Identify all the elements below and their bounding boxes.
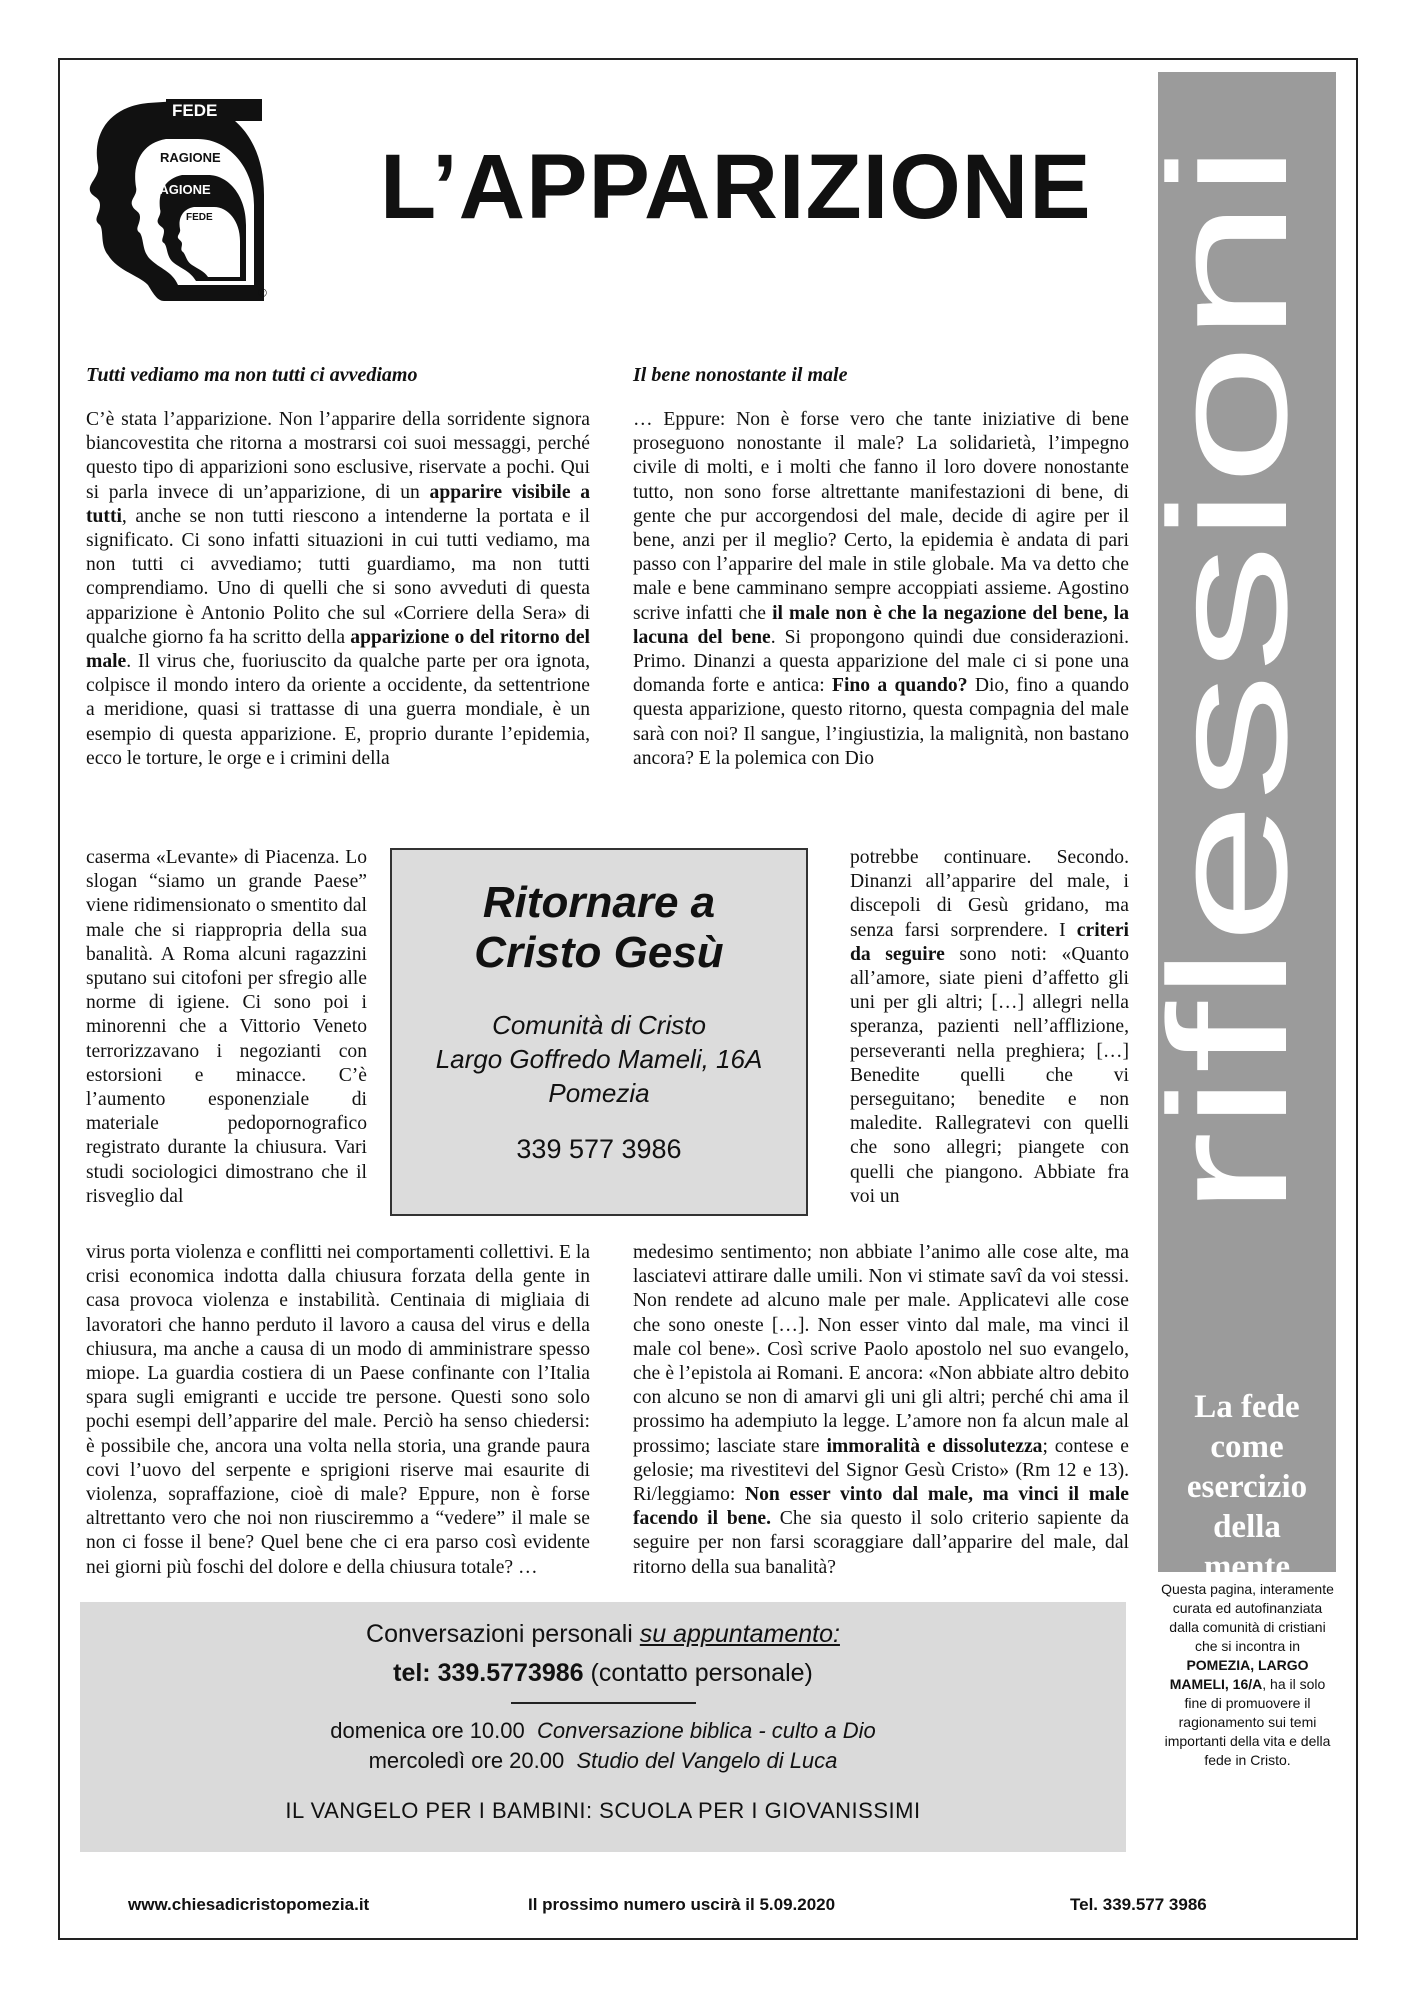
promo-headline-line: Ritornare a	[482, 878, 716, 927]
motto-line: esercizio	[1186, 1469, 1308, 1505]
bold-phrase: il male non è che la negazione del bene, la lacuna del bene	[633, 602, 1129, 648]
motto-line: mente	[1203, 1549, 1291, 1585]
promo-address-block	[392, 1008, 806, 1110]
right-article-end: medesimo sentimento; non abbiate l’animo alle cose alte, ma lasciatevi attirare dalle umili. Non vi stimate savî da voi stessi. Non rendete ad alcuno male per male. Applicatevi alle cose che sono oneste […]. Non esser vinto dal male, ma vinci il male col bene». Così scrive Paolo apostolo nel suo evangelo, che è l’epistola ai Romani. E ancora: «Non abbiate altro debito con alcuno se non di amarvi gli uni gli altri; perché chi ama il prossimo ha adempiuto la legge. L’amore non fa alcun male al prossimo; lasciate stare immoralità e dissolutezza; contese e gelosie; ma rivestitevi del Signor Gesù Cristo» (Rm 12 e 13). Ri/leggiamo: Non esser vinto dal male, ma vinci il male facendo il bene. Che sia questo il solo criterio sapiente da seguire per non farsi scoraggiare dall’apparire del male, dal ritorno della sua banalità?	[633, 1242, 1130, 1578]
footer-website[interactable]: www.chiesadicristopomezia.it	[128, 1895, 370, 1914]
appointment-text: su appuntamento:	[639, 1620, 840, 1648]
bold-phrase: apparire visibile a tutti	[86, 481, 591, 527]
bold-phrase: criteri da seguire	[850, 919, 1129, 965]
right-column-heading: Il bene nonostante il male	[633, 364, 848, 386]
left-article-intro: C’è stata l’apparizione. Non l’apparire della sorridente signora biancovestita che ritorna a mostrarsi coi suoi messaggi, perché questo tipo di apparizioni sono esclusive, riservate a pochi. Qui si parla invece di un’apparizione, di un apparire visibile a tutti, anche se non tutti riescono a intenderne la portata e il significato. Ci sono infatti situazioni in cui tutti vediamo, ma non tutti ci avvediamo; tutti guardiamo, ma non tutti comprendiamo. Uno di quelli che si sono avveduti di questa apparizione è Antonio Polito che sul «Corriere della Sera» di qualche giorno fa ha scritto della apparizione o del ritorno del male. Il virus che, fuoriuscito da qualche parte per ora ignota, colpisce il mondo intero da oriente a occidente, da settentrione a meridione, quasi si trattasse di una guerra mondiale, è un esempio di questa apparizione. E, proprio durante l’epidemia, ecco le torture, le orge e i crimini della	[86, 409, 591, 769]
left-article-end: virus porta violenza e conflitti nei comportamenti collettivi. E la crisi economica indotta dalla chiusura forzata della gente in casa provoca violenza e instabilità. Centinaia di migliaia di lavoratori che hanno perduto il lavoro a causa del virus e della chiusura, ma anche a causa di un modo di amministrare spesso miope. La guardia costiera di un Paese confinante con l’Italia spara sugli emigranti e uccide tre persone. Questi sono solo pochi esempi dell’apparire del male. Perciò ha senso chiedersi: è possibile che, ancora una volta nella storia, una grande paura covi l’uovo del serpente e sprigioni riserve mai esaurite di violenza, sopraffazione, cioè di male? Eppure, non è forse altrettanto vero che noi non riusciremmo a “vedere” il male se non ci fosse il bene? Quel bene che ci era parso così evidente nei giorni più foschi del dolore e della chiusura totale? …	[86, 1242, 590, 1578]
contact-phone: tel: 339.5773986	[393, 1659, 584, 1687]
bold-phrase: Non esser vinto dal male, ma vinci il male facendo il bene.	[633, 1484, 1129, 1530]
conversations-line	[80, 1620, 1126, 1649]
right-article-intro: … Eppure: Non è forse vero che tante iniziative di bene proseguono nonostante il male? La solidarietà, l’impegno civile di molti, e i molti che fanno il loro dovere nonostante tutto, non sono forse altrettante manifestazioni di bene, di gente che pur accorgendosi del male, decide di agire per il bene, anzi per il meglio? Certo, la epidemia è andata di pari passo con l’apparire del male in stile globale. Ma va detto che male e bene camminano sempre accoppiati assieme. Agostino scrive infatti che il male non è che la negazione del bene, la lacuna del bene. Si propongono quindi due considerazioni. Primo. Dinanzi a questa apparizione del male ci si pone una domanda forte e antica: Fino a quando? Dio, fino a quando questa apparizione, questo ritorno, questa compagnia del male sarà con noi? Il sangue, l’ingiustizia, la malignità, non bastano ancora? E la polemica con Dio	[633, 409, 1129, 769]
schedule-when: domenica ore 10.00	[330, 1718, 525, 1743]
left-column-heading: Tutti vediamo ma non tutti ci avvediamo	[86, 364, 418, 386]
promo-headline-line: Cristo Gesù	[474, 928, 724, 977]
footer-phone: Tel. 339.577 3986	[1070, 1895, 1207, 1914]
sidebar-vertical-title	[1134, 72, 1336, 1222]
logo-word-4: FEDE	[186, 212, 213, 223]
bold-phrase: apparizione o del ritorno del male	[86, 626, 590, 673]
promo-phone: 339 577 3986	[516, 1134, 682, 1164]
schedule-what: Conversazione biblica - culto a Dio	[536, 1718, 876, 1743]
promo-address: Largo Goffredo Mameli, 16A	[435, 1044, 763, 1074]
schedule-row	[80, 1746, 1126, 1776]
sidebar-motto	[1158, 1387, 1336, 1587]
promo-headline	[392, 878, 806, 978]
motto-line: come	[1210, 1429, 1284, 1465]
kids-school-line: IL VANGELO PER I BAMBINI: SCUOLA PER I GIOVANISSIMI	[285, 1798, 921, 1823]
motto-line: della	[1213, 1509, 1281, 1545]
page-title: L’APPARIZIONE	[380, 136, 1092, 238]
fede-ragione-logo	[78, 95, 288, 305]
conversations-prefix: Conversazioni personali	[366, 1620, 640, 1648]
contact-note: (contatto personale)	[583, 1659, 813, 1687]
schedule-what: Studio del Vangelo di Luca	[576, 1748, 838, 1773]
footer-next-issue: Il prossimo numero uscirà il 5.09.2020	[528, 1895, 836, 1914]
logo-word-3: RAGIONE	[150, 182, 211, 197]
schedule-when: mercoledì ore 20.00	[368, 1748, 565, 1773]
divider	[511, 1702, 696, 1704]
promo-org: Comunità di Cristo	[492, 1010, 706, 1040]
sidebar-banner	[1134, 72, 1336, 1585]
bold-phrase: immoralità e dissolutezza	[826, 1435, 1043, 1457]
registered-mark: ®	[258, 286, 267, 300]
logo-word-1: FEDE	[172, 101, 218, 120]
bold-phrase: POMEZIA, LARGO MAMELI, 16/A	[1169, 1657, 1309, 1692]
side-note: Questa pagina, interamente curata ed autofinanziata dalla comunità di cristiani che si incontra in POMEZIA, LARGO MAMELI, 16/A, ha il solo fine di promuovere il ragionamento sui temi importanti della vita e della fede in Cristo.	[1161, 1581, 1334, 1768]
right-article-narrow: potrebbe continuare. Secondo. Dinanzi all’apparire del male, i discepoli di Gesù gridano, ma senza farsi sorprendere. I criteri da seguire sono noti: «Quanto all’amore, siate pieni d’affetto gli uni per gli altri; […] allegri nella speranza, pazienti nell’afflizione, perseveranti nella preghiera; […] Benedite quelli che vi perseguitano; benedite e non maledite. Rallegratevi con quelli che sono allegri; piangete con quelli che piangono. Abbiate fra voi un	[850, 847, 1129, 1207]
promo-city: Pomezia	[548, 1078, 650, 1108]
motto-line: La fede	[1194, 1389, 1300, 1425]
bold-phrase: Fino a quando?	[831, 675, 968, 697]
left-article-narrow: caserma «Levante» di Piacenza. Lo slogan “siamo un grande Paese” viene ridimensionato o smentito dal male che si riappropria della sua banalità. A Roma alcuni ragazzini sputano sui citofoni per sfregio alle norme di igiene. Ci sono poi i minorenni che a Vittorio Veneto terrorizzavano i negozianti con estorsioni e minacce. C’è l’aumento esponenziale di materiale pedopornografico registrato durante la chiusura. Vari studi sociologici dimostrano che il risveglio dal	[86, 847, 367, 1207]
schedule	[80, 1716, 1126, 1776]
schedule-row	[80, 1716, 1126, 1746]
svg-text:riflessioni: riflessioni	[1134, 516, 1322, 1217]
center-promo-box	[390, 848, 808, 1216]
logo-word-2: RAGIONE	[160, 150, 221, 165]
conversations-box	[80, 1602, 1126, 1852]
contact-line	[80, 1659, 1126, 1688]
